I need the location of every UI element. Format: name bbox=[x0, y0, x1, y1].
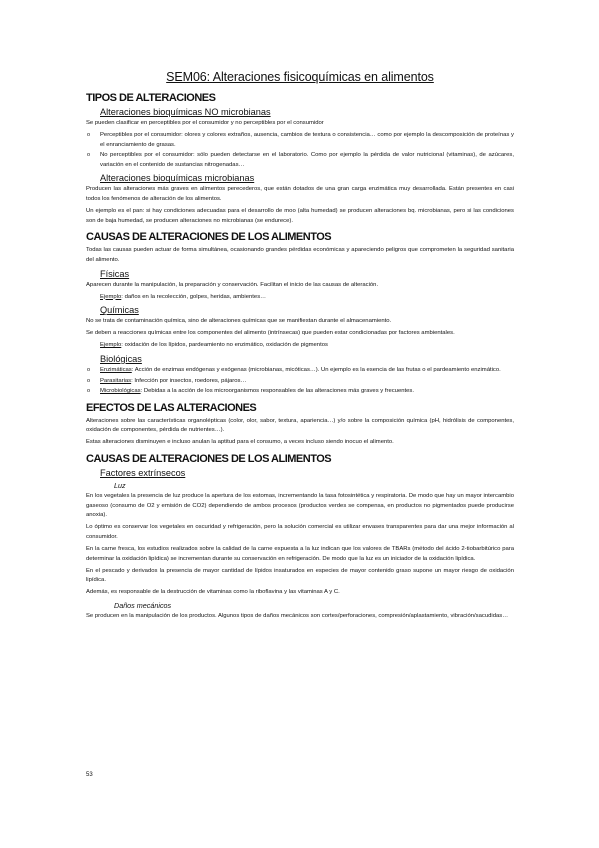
subheading-no-microbianas: Alteraciones bioquímicas NO microbianas bbox=[100, 107, 271, 117]
subheading-quimicas: Químicas bbox=[100, 305, 139, 316]
list-item-text: Perceptibles por el consumidor: olores y colores extraños, ausencia, cambios de textura o consistencia… como por ejemplo la descomposición de proteínas y el enranciamiento de grasas. bbox=[100, 132, 514, 148]
bullet-icon: o bbox=[87, 132, 91, 139]
subheading-fisicas: Físicas bbox=[100, 268, 130, 279]
subheading-biologicas: Biológicas bbox=[100, 354, 142, 364]
bullet-icon: o bbox=[87, 377, 91, 384]
example-text: : daños en la recolección, golpes, heridas, ambientes… bbox=[121, 293, 267, 300]
subheading-factores-extrinsecos: Factores extrínsecos bbox=[100, 468, 186, 479]
list-item bbox=[86, 387, 514, 397]
paragraph: En el pescado y derivados la presencia de mayor cantidad de lípidos insaturados en especies de mayor contenido graso supone un mayor riesgo de oxidación lipídica. bbox=[86, 567, 514, 584]
paragraph: Lo óptimo es conservar los vegetales en oscuridad y refrigeración, pero la solución comercial es utilizar envases transparentes para dar una mejor información al consumidor. bbox=[86, 524, 514, 540]
paragraph: Un ejemplo es el pan: si hay condiciones adecuadas para el desarrollo de moo (alta humedad) se producen alteraciones bq. microbianas, pero si las condiciones son de baja humedad, se producen alteraciones no microbianas (se endurece). bbox=[86, 208, 514, 224]
bullet-icon: o bbox=[87, 388, 91, 395]
list-item-text: : Infección por insectos, roedores, pájaros… bbox=[131, 377, 247, 384]
paragraph: Alteraciones sobre las características organolépticas (color, olor, sabor, textura, apariencia…) y/o sobre la composición química (pH, hidrólisis de componentes, oxidación de componentes, pérdida de nutrientes…). bbox=[86, 417, 514, 434]
page-number: 53 bbox=[86, 772, 93, 778]
list-item bbox=[86, 366, 514, 376]
term: Enzimáticas bbox=[100, 367, 132, 373]
example-label: Ejemplo bbox=[100, 342, 122, 349]
document-title: SEM06: Alteraciones fisicoquímicas en alimentos bbox=[166, 70, 434, 84]
bullet-icon: o bbox=[87, 367, 91, 373]
paragraph: Estas alteraciones disminuyen e incluso anulan la aptitud para el consumo, a veces incluso siendo inocuo el alimento. bbox=[86, 439, 394, 446]
list-item-text: No perceptibles por el consumidor: sólo pueden detectarse en el laboratorio. Como por ejemplo la pérdida de valor nutricional (vitaminas), de azúcares, variación en el contenido de sustancias nitrogenadas… bbox=[100, 152, 514, 168]
section-heading-efectos: EFECTOS DE LAS ALTERACIONES bbox=[86, 401, 257, 414]
list-item bbox=[86, 377, 514, 387]
term: Parasitarias bbox=[100, 377, 132, 384]
subheading-microbianas: Alteraciones bioquímicas microbianas bbox=[100, 173, 255, 184]
paragraph: No se trata de contaminación química, sino de alteraciones químicas que se manifiestan durante el almacenamiento. bbox=[86, 318, 392, 325]
section-heading-causas-2: CAUSAS DE ALTERACIONES DE LOS ALIMENTOS bbox=[86, 453, 332, 466]
paragraph: Producen las alteraciones más graves en alimentos perecederos, que están dotados de una gran carga enzimática muy desarrollada. Están presentes en casi todos los fenómenos de alteración de los alimentos. bbox=[86, 186, 514, 203]
paragraph: En la carne fresca, los estudios realizados sobre la calidad de la carne expuesta a la luz indican que los valores de TBARs (método del ácido 2-tiobarbitúrico para determinar la oxidación lipídica) se incrementan durante su conservación en refrigeración. De modo que la luz es un iniciador de la oxidación lipídica. bbox=[86, 546, 514, 562]
subsubheading-danos-mecanicos: Daños mecánicos bbox=[114, 601, 172, 610]
example bbox=[100, 341, 514, 351]
section-heading-causas: CAUSAS DE ALTERACIONES DE LOS ALIMENTOS bbox=[86, 231, 332, 244]
section-heading-tipos: TIPOS DE ALTERACIONES bbox=[86, 92, 216, 104]
example-text: : oxidación de los lípidos, pardeamiento no enzimático, oxidación de pigmentos bbox=[121, 342, 328, 349]
example bbox=[100, 293, 514, 303]
paragraph: Se pueden clasificar en perceptibles por el consumidor y no perceptibles por el consumidor bbox=[86, 120, 324, 126]
paragraph: Se producen en la manipulación de los productos. Algunos tipos de daños mecánicos son cortes/perforaciones, compresión/aplastamiento, vibración/sacudidas… bbox=[86, 613, 509, 619]
paragraph: Además, es responsable de la destrucción de vitaminas como la riboflavina y las vitaminas A y C. bbox=[86, 589, 340, 596]
paragraph: Aparecen durante la manipulación, la preparación y conservación. Facilitan el inicio de las causas de alteración. bbox=[86, 281, 379, 288]
list-item-text: : Debidas a la acción de los microorganismos responsables de las alteraciones más graves y frecuentes. bbox=[140, 388, 415, 395]
list-item-text: : Acción de enzimas endógenas y exógenas (microbianas, micóticas…). Un ejemplo es la esencia de las frutas o el pardeamiento enzimático. bbox=[131, 367, 501, 373]
paragraph: En los vegetales la presencia de luz produce la apertura de los estomas, incrementando la tasa fotosintética y respiratoria. De modo que hay un mayor intercambio gaseoso (consumo de O2 y emisión de CO2) dependiendo de ambos procesos (productos verdes se compensa, en productos no pigmentados puede producirse anoxia). bbox=[86, 493, 514, 519]
bullet-list bbox=[86, 131, 514, 170]
document-page bbox=[86, 70, 514, 624]
paragraph: Se deben a reacciones químicas entre los componentes del alimento (intrínsecas) que pueden estar condicionadas por factores ambientales. bbox=[86, 330, 455, 337]
subsubheading-luz: Luz bbox=[114, 481, 126, 491]
list-item bbox=[86, 131, 514, 150]
bullet-icon: o bbox=[87, 152, 91, 159]
list-item bbox=[86, 151, 514, 170]
bullet-list bbox=[86, 366, 514, 397]
paragraph: Todas las causas pueden actuar de forma simultánea, ocasionando grandes pérdidas económicas y apareciendo peligros que comprometen la seguridad sanitaria del alimento. bbox=[86, 247, 514, 263]
example-label: Ejemplo bbox=[100, 293, 122, 300]
term: Microbiológicas bbox=[100, 388, 141, 395]
